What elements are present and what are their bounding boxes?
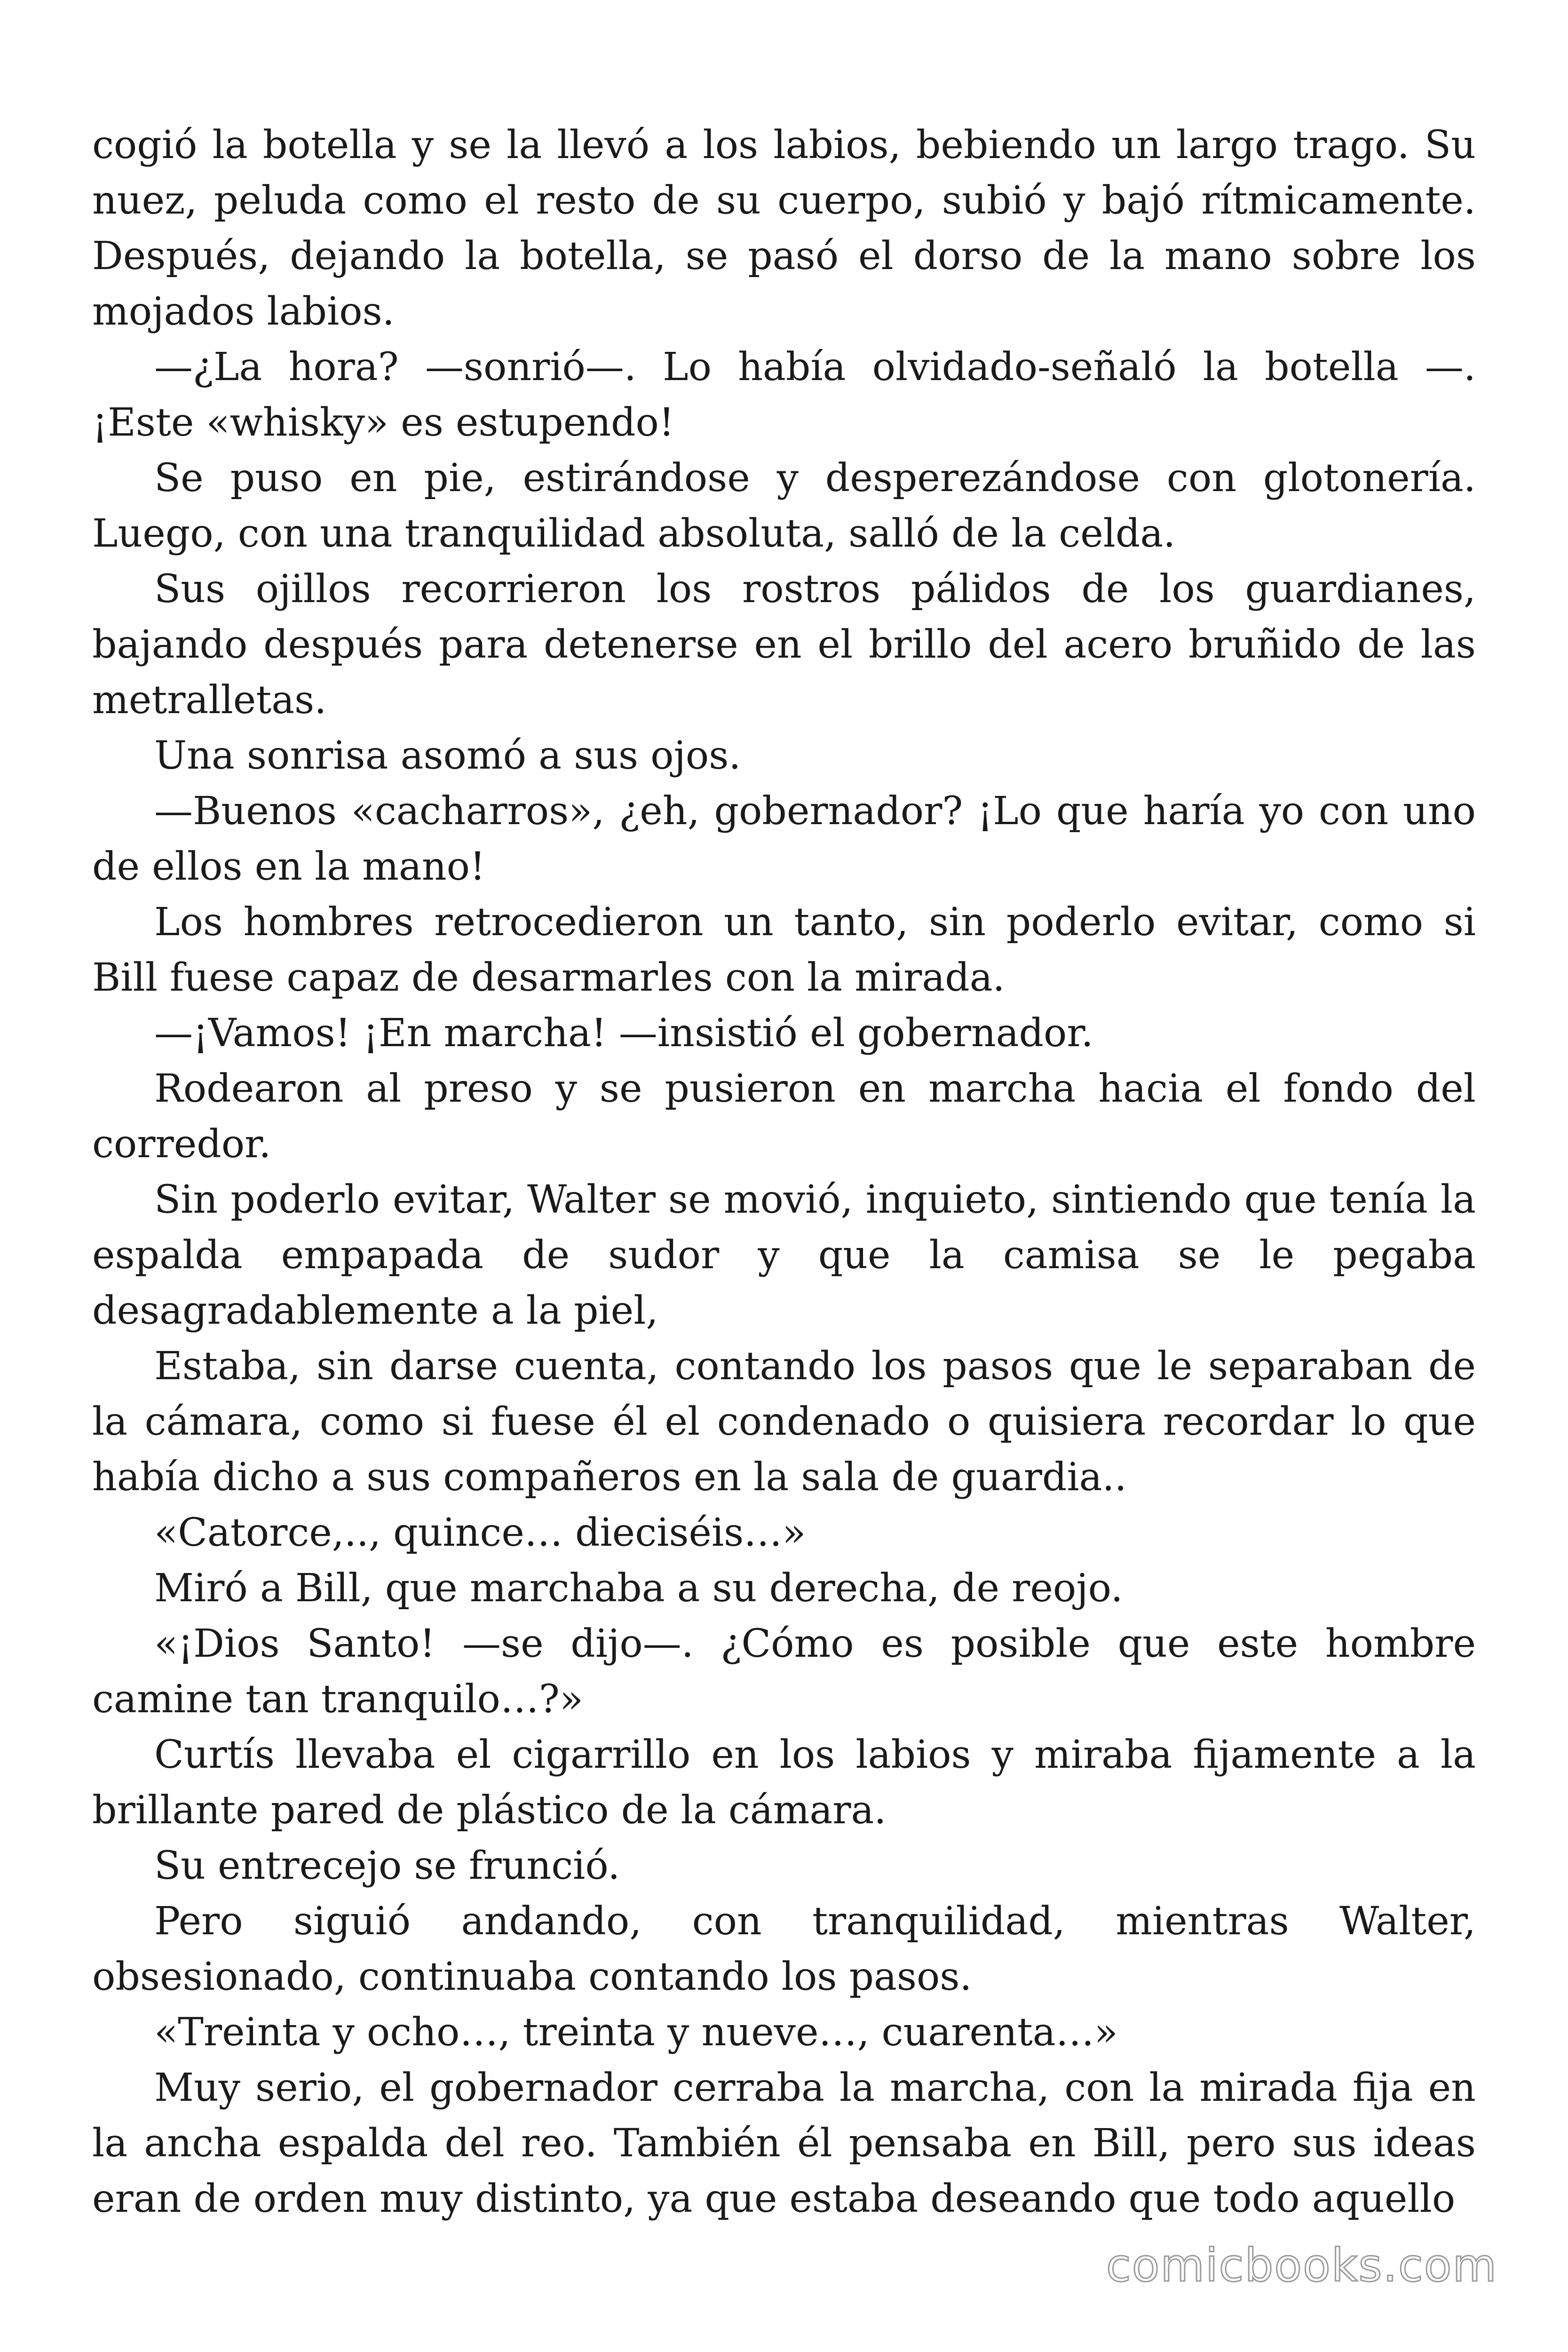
paragraph: —¿La hora? —sonrió—. Lo había olvidado-señaló la botella —. ¡Este «whisky» es estupendo! [92, 345, 1476, 445]
paragraph: Los hombres retrocedieron un tanto, sin poderlo evitar, como si Bill fuese capaz de desarmarles con la mirada. [92, 900, 1476, 1000]
paragraph: Curtís llevaba el cigarrillo en los labios y miraba fijamente a la brillante pared de plástico de la cámara. [92, 1732, 1476, 1833]
paragraph: Rodearon al preso y se pusieron en marcha hacia el fondo del corredor. [92, 1066, 1476, 1167]
paragraph: Sin poderlo evitar, Walter se movió, inquieto, sintiendo que tenía la espalda empapada de sudor y que la camisa se le pegaba desagradablemente a la piel, [92, 1177, 1476, 1333]
paragraph: «Catorce,.., quince… dieciséis…» [154, 1510, 806, 1555]
paragraph: «¡Dios Santo! —se dijo—. ¿Cómo es posible que este hombre camine tan tranquilo…?» [92, 1621, 1476, 1722]
watermark: comicbooks.com [1106, 2239, 1497, 2292]
paragraph: Pero siguió andando, con tranquilidad, mientras Walter, obsesionado, continuaba contando los pasos. [92, 1899, 1476, 1999]
paragraph: —¡Vamos! ¡En marcha! —insistió el gobernador. [154, 1011, 1093, 1056]
paragraph: cogió la botella y se la llevó a los labios, bebiendo un largo trago. Su nuez, peluda como el resto de su cuerpo, subió y bajó rítmicamente. Después, dejando la botella, se pasó el dorso de la mano sobre los mojados labios. [92, 123, 1476, 334]
paragraph: Muy serio, el gobernador cerraba la marcha, con la mirada fija en la ancha espalda del reo. También él pensaba en Bill, pero sus ideas eran de orden muy distinto, ya que estaba deseando que todo aquello [92, 2066, 1476, 2221]
paragraph: Estaba, sin darse cuenta, contando los pasos que le separaban de la cámara, como si fuese él el condenado o quisiera recordar lo que había dicho a sus compañeros en la sala de guardia.. [92, 1344, 1476, 1500]
paragraph: Miró a Bill, que marchaba a su derecha, de reojo. [154, 1566, 1123, 1611]
paragraph: Una sonrisa asomó a sus ojos. [154, 733, 741, 778]
paragraph: Su entrecejo se frunció. [154, 1843, 620, 1888]
paragraph: «Treinta y ocho…, treinta y nueve…, cuarenta…» [154, 2010, 1118, 2055]
paragraph: Se puso en pie, estirándose y desperezándose con glotonería. Luego, con una tranquilidad absoluta, salló de la celda. [92, 456, 1476, 556]
paragraph: —Buenos «cacharros», ¿eh, gobernador? ¡Lo que haría yo con uno de ellos en la mano! [92, 789, 1476, 889]
paragraph: Sus ojillos recorrieron los rostros pálidos de los guardianes, bajando después para detenerse en el brillo del acero bruñido de las metralletas. [92, 567, 1476, 723]
page-body [92, 118, 1476, 2227]
